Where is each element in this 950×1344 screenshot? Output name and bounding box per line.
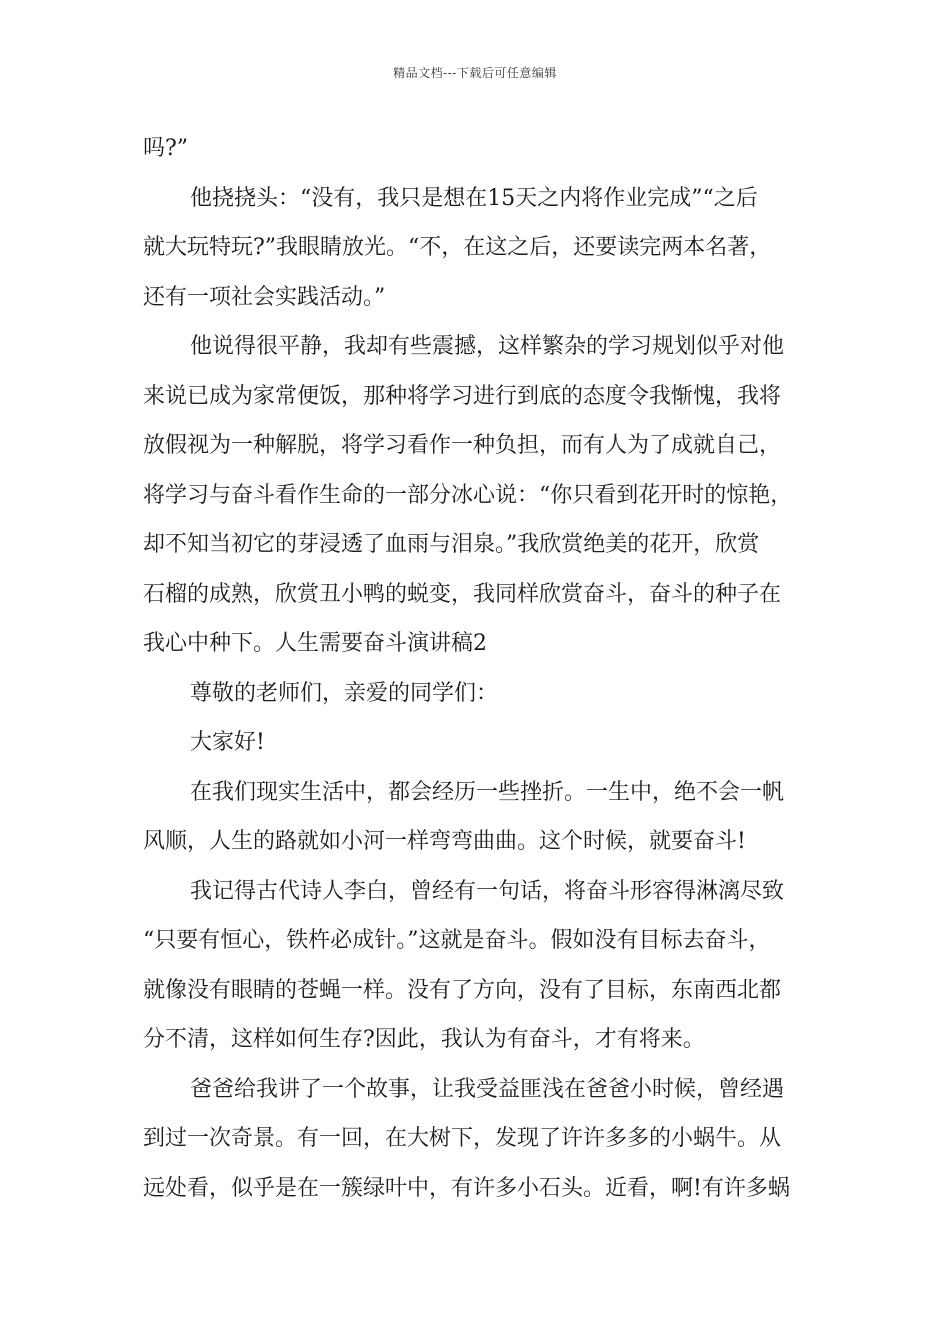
text-line: 吗?” — [143, 136, 189, 161]
text-line: “只要有恒心，铁杵必成针。”这就是奋斗。假如没有目标去奋斗， — [143, 928, 771, 953]
document-body — [143, 124, 833, 1213]
text-line: 石榴的成熟，欣赏丑小鸭的蜕变，我同样欣赏奋斗，奋斗的种子在 — [143, 581, 782, 607]
paragraph-start-line: 他挠挠头：“没有，我只是想在15天之内将作业完成”“之后 — [190, 185, 758, 211]
paragraph-start-line: 爸爸给我讲了一个故事，让我受益匪浅在爸爸小时候，曾经遇 — [190, 1076, 785, 1102]
text-line: 分不清，这样如何生存?因此，我认为有奋斗，才有将来。 — [143, 1027, 705, 1052]
text-line: 还有一项社会实践活动。” — [143, 284, 386, 310]
text-line: 却不知当初它的芽浸透了血雨与泪泉。”我欣赏绝美的花开，欣赏 — [143, 532, 760, 557]
paragraph-start-line: 我记得古代诗人李白，曾经有一句话，将奋斗形容得淋漓尽致 — [190, 878, 785, 904]
text-line: 就像没有眼睛的苍蝇一样。没有了方向，没有了目标，东南西北都 — [143, 977, 782, 1003]
text-line: 到过一次奇景。有一回，在大树下，发现了许许多多的小蜗牛。从 — [143, 1126, 782, 1151]
text-line: 来说已成为家常便饭，那种将学习进行到底的态度令我惭愧，我将 — [143, 383, 782, 409]
text-line: 将学习与奋斗看作生命的一部分冰心说：“你只看到花开时的惊艳， — [143, 482, 793, 508]
text-line: 放假视为一种解脱，将学习看作一种负担，而有人为了成就自己， — [143, 433, 782, 458]
paragraph-start-line: 他说得很平静，我却有些震撼，这样繁杂的学习规划似乎对他 — [190, 334, 785, 359]
salutation-line: 尊敬的老师们，亲爱的同学们： — [190, 680, 499, 706]
text-line: 远处看，似乎是在一簇绿叶中，有许多小石头。近看，啊!有许多蜗 — [143, 1175, 790, 1201]
page-header: 精品文档---下载后可任意编辑 — [393, 66, 557, 80]
text-line: 就大玩特玩?”我眼睛放光。“不，在这之后，还要读完两本名著， — [143, 235, 772, 260]
text-line: 风顺，人生的路就如小河一样弯弯曲曲。这个时候，就要奋斗! — [143, 829, 746, 854]
greeting-line: 大家好! — [190, 730, 265, 755]
paragraph-start-line: 在我们现实生活中，都会经历一些挫折。一生中，绝不会一帆 — [190, 779, 785, 805]
text-line: 我心中种下。人生需要奋斗演讲稿2 — [143, 631, 487, 656]
